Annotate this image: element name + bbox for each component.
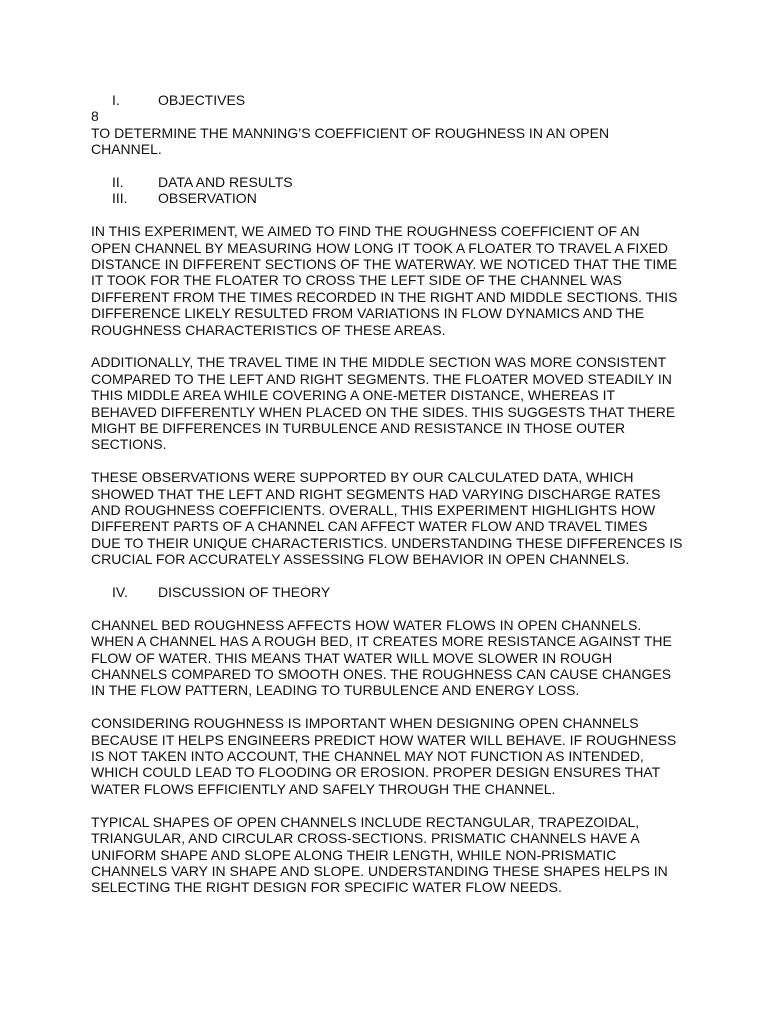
page-number: 8 xyxy=(91,108,99,125)
spacer xyxy=(91,896,691,912)
spacer xyxy=(91,600,691,616)
spacer xyxy=(91,338,691,354)
paragraph-line: AND ROUGHNESS COEFFICIENTS. OVERALL, THIS EXPERIMENT HIGHLIGHTS HOW xyxy=(91,502,656,519)
section-heading-observation xyxy=(91,190,691,206)
paragraph xyxy=(91,715,691,797)
paragraph-line: THIS MIDDLE AREA WHILE COVERING A ONE-METER DISTANCE, WHEREAS IT xyxy=(91,387,616,404)
paragraph xyxy=(91,814,691,896)
section-heading-discussion xyxy=(91,584,691,600)
paragraph-line: WHEN A CHANNEL HAS A ROUGH BED, IT CREATES MORE RESISTANCE AGAINST THE xyxy=(91,633,672,650)
paragraph xyxy=(91,617,691,699)
section-title: DISCUSSION OF THEORY xyxy=(158,584,331,601)
paragraph-line: TYPICAL SHAPES OF OPEN CHANNELS INCLUDE RECTANGULAR, TRAPEZOIDAL, xyxy=(91,813,640,830)
paragraph-line: FLOW OF WATER. THIS MEANS THAT WATER WILL MOVE SLOWER IN ROUGH xyxy=(91,649,613,666)
spacer xyxy=(91,797,691,813)
section-number: IV. xyxy=(112,584,128,601)
section-number: I. xyxy=(112,92,120,108)
paragraph-line: ROUGHNESS CHARACTERISTICS OF THESE AREAS. xyxy=(91,321,446,338)
paragraph-line: DIFFERENCE LIKELY RESULTED FROM VARIATIONS IN FLOW DYNAMICS AND THE xyxy=(91,305,645,322)
paragraph xyxy=(91,354,691,452)
objective-text-line: TO DETERMINE THE MANNING’S COEFFICIENT OF ROUGHNESS IN AN OPEN xyxy=(91,124,610,141)
paragraph-line: WHICH COULD LEAD TO FLOODING OR EROSION. PROPER DESIGN ENSURES THAT xyxy=(91,764,661,781)
spacer xyxy=(91,453,691,469)
paragraph-line: CHANNELS VARY IN SHAPE AND SLOPE. UNDERSTANDING THESE SHAPES HELPS IN xyxy=(91,862,668,879)
paragraph-line: CONSIDERING ROUGHNESS IS IMPORTANT WHEN DESIGNING OPEN CHANNELS xyxy=(91,715,639,732)
spacer xyxy=(91,699,691,715)
paragraph-line: DIFFERENT FROM THE TIMES RECORDED IN THE RIGHT AND MIDDLE SECTIONS. THIS xyxy=(91,288,678,305)
paragraph-line: WATER FLOWS EFFICIENTLY AND SAFELY THROUGH THE CHANNEL. xyxy=(91,780,556,797)
paragraph-line: DIFFERENT PARTS OF A CHANNEL CAN AFFECT WATER FLOW AND TRAVEL TIMES xyxy=(91,518,648,535)
paragraph-line: UNIFORM SHAPE AND SLOPE ALONG THEIR LENGTH, WHILE NON-PRISMATIC xyxy=(91,846,617,863)
section-title: OBJECTIVES xyxy=(158,92,246,108)
section-number: III. xyxy=(112,190,128,207)
observation-body xyxy=(91,223,691,584)
paragraph-line: SELECTING THE RIGHT DESIGN FOR SPECIFIC WATER FLOW NEEDS. xyxy=(91,879,562,896)
spacer xyxy=(91,207,691,223)
paragraph-line: IS NOT TAKEN INTO ACCOUNT, THE CHANNEL MAY NOT FUNCTION AS INTENDED, xyxy=(91,748,644,765)
paragraph-line: IN THIS EXPERIMENT, WE AIMED TO FIND THE ROUGHNESS COEFFICIENT OF AN xyxy=(91,223,640,240)
section-number: II. xyxy=(112,174,124,190)
objective-text-line: CHANNEL. xyxy=(91,141,162,158)
paragraph-line: COMPARED TO THE LEFT AND RIGHT SEGMENTS. THE FLOATER MOVED STEADILY IN xyxy=(91,370,672,387)
paragraph-line: CHANNEL BED ROUGHNESS AFFECTS HOW WATER FLOWS IN OPEN CHANNELS. xyxy=(91,616,642,633)
paragraph-line: BECAUSE IT HELPS ENGINEERS PREDICT HOW WATER WILL BEHAVE. IF ROUGHNESS xyxy=(91,731,677,748)
discussion-body xyxy=(91,617,691,912)
paragraph-line: CRUCIAL FOR ACCURATELY ASSESSING FLOW BEHAVIOR IN OPEN CHANNELS. xyxy=(91,551,630,568)
paragraph-line: BEHAVED DIFFERENTLY WHEN PLACED ON THE SIDES. THIS SUGGESTS THAT THERE xyxy=(91,403,676,420)
paragraph-line: ADDITIONALLY, THE TRAVEL TIME IN THE MIDDLE SECTION WAS MORE CONSISTENT xyxy=(91,354,667,371)
paragraph-line: OPEN CHANNEL BY MEASURING HOW LONG IT TOOK A FLOATER TO TRAVEL A FIXED xyxy=(91,239,669,256)
paragraph-line: SHOWED THAT THE LEFT AND RIGHT SEGMENTS HAD VARYING DISCHARGE RATES xyxy=(91,485,661,502)
paragraph-line: TRIANGULAR, AND CIRCULAR CROSS-SECTIONS. PRISMATIC CHANNELS HAVE A xyxy=(91,830,640,847)
paragraph-line: IN THE FLOW PATTERN, LEADING TO TURBULENCE AND ENERGY LOSS. xyxy=(91,682,580,699)
section-title: DATA AND RESULTS xyxy=(158,174,293,190)
section-heading-data-results xyxy=(91,174,691,190)
paragraph-line: SECTIONS. xyxy=(91,436,167,453)
paragraph-line: DUE TO THEIR UNIQUE CHARACTERISTICS. UNDERSTANDING THESE DIFFERENCES IS xyxy=(91,534,683,551)
paragraph-line: DISTANCE IN DIFFERENT SECTIONS OF THE WATERWAY. WE NOTICED THAT THE TIME xyxy=(91,255,678,272)
spacer xyxy=(91,568,691,584)
paragraph-line: THESE OBSERVATIONS WERE SUPPORTED BY OUR CALCULATED DATA, WHICH xyxy=(91,469,634,486)
paragraph xyxy=(91,223,691,338)
paragraph xyxy=(91,469,691,567)
paragraph-line: IT TOOK FOR THE FLOATER TO CROSS THE LEFT SIDE OF THE CHANNEL WAS xyxy=(91,272,622,289)
section-heading-objectives xyxy=(91,92,691,108)
spacer xyxy=(91,158,691,174)
paragraph-line: CHANNELS COMPARED TO SMOOTH ONES. THE ROUGHNESS CAN CAUSE CHANGES xyxy=(91,666,672,683)
paragraph-line: MIGHT BE DIFFERENCES IN TURBULENCE AND RESISTANCE IN THOSE OUTER xyxy=(91,420,626,437)
document-page xyxy=(91,92,691,912)
section-title: OBSERVATION xyxy=(158,190,257,207)
